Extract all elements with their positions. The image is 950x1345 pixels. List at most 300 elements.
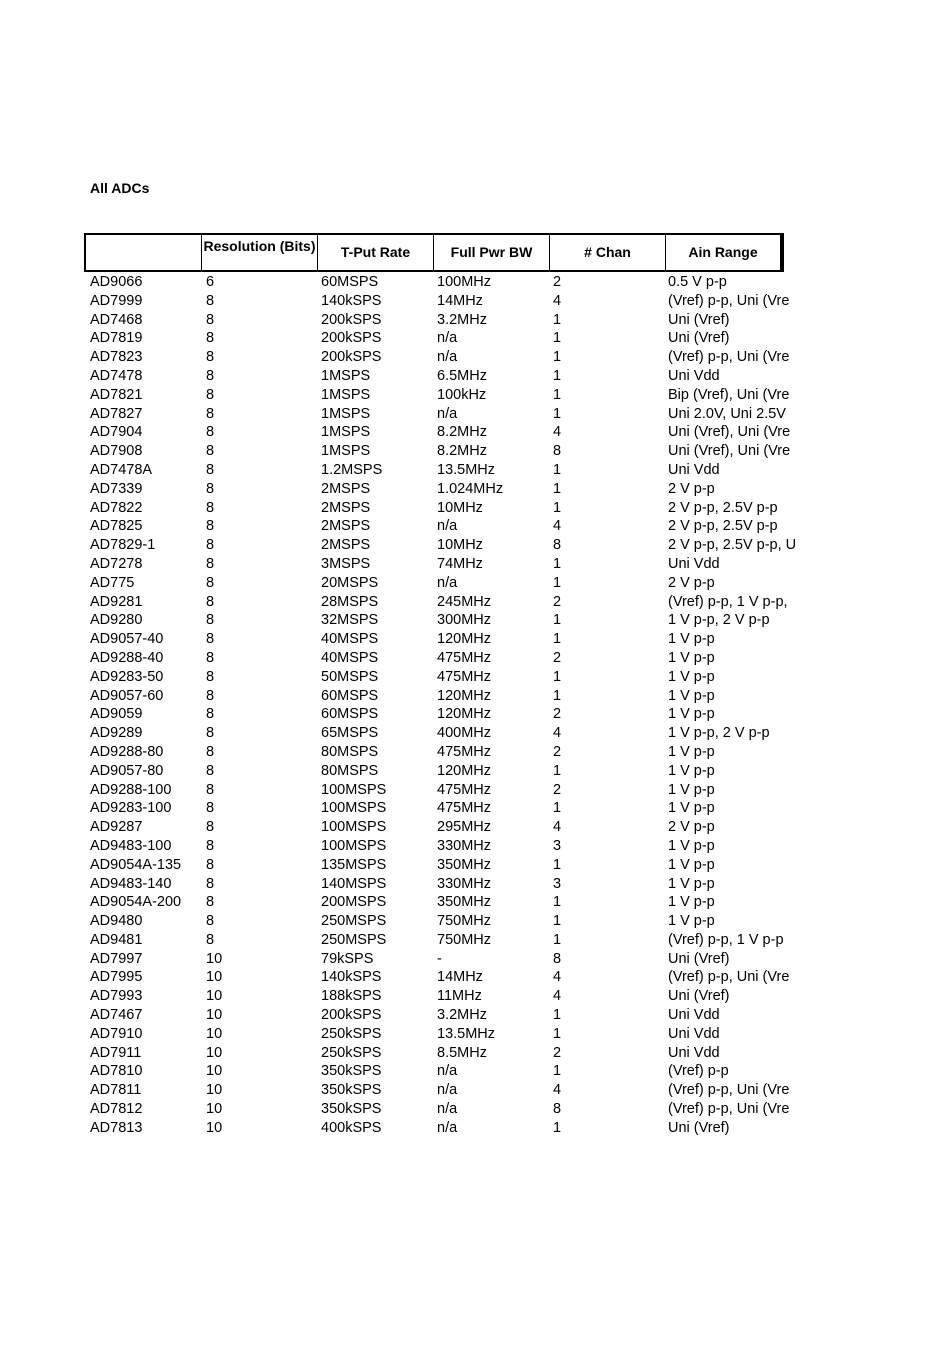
cell-tput-rate: 250kSPS <box>321 1044 382 1061</box>
table-row <box>90 1100 810 1119</box>
cell-resolution: 10 <box>206 1007 223 1024</box>
cell-part: AD9480 <box>90 913 143 930</box>
cell-ain-range: 2 V p-p, 2.5V p-p <box>668 499 778 516</box>
cell-full-pwr-bw: 295MHz <box>437 819 491 836</box>
cell-ain-range: (Vref) p-p, Uni (Vre <box>668 1082 790 1099</box>
cell-part: AD9287 <box>90 819 143 836</box>
cell-ain-range: 1 V p-p <box>668 631 715 648</box>
cell-tput-rate: 40MSPS <box>321 631 379 648</box>
cell-tput-rate: 200kSPS <box>321 311 382 328</box>
cell-chan: 1 <box>553 856 562 873</box>
table-row <box>90 517 810 536</box>
table-row <box>90 367 810 386</box>
cell-ain-range: Uni 2.0V, Uni 2.5V <box>668 405 786 422</box>
cell-chan: 1 <box>553 574 562 591</box>
table-row <box>90 968 810 987</box>
cell-ain-range: (Vref) p-p, 1 V p-p, <box>668 593 788 610</box>
table-body <box>90 273 810 1138</box>
cell-full-pwr-bw: 100kHz <box>437 386 487 403</box>
cell-full-pwr-bw: n/a <box>437 330 458 347</box>
cell-part: AD7813 <box>90 1119 143 1136</box>
cell-tput-rate: 2MSPS <box>321 537 371 554</box>
cell-full-pwr-bw: 245MHz <box>437 593 491 610</box>
cell-ain-range: 1 V p-p, 2 V p-p <box>668 725 770 742</box>
table-row <box>90 1044 810 1063</box>
cell-chan: 4 <box>553 424 562 441</box>
cell-resolution: 6 <box>206 274 215 290</box>
cell-resolution: 8 <box>206 819 215 836</box>
cell-resolution: 10 <box>206 1082 223 1099</box>
cell-resolution: 8 <box>206 856 215 873</box>
cell-full-pwr-bw: n/a <box>437 1082 458 1099</box>
cell-resolution: 8 <box>206 461 215 478</box>
cell-chan: 3 <box>553 875 562 892</box>
cell-full-pwr-bw: 475MHz <box>437 649 491 666</box>
cell-part: AD7995 <box>90 969 143 986</box>
cell-resolution: 8 <box>206 367 215 384</box>
cell-tput-rate: 188kSPS <box>321 988 382 1005</box>
table-row <box>90 1006 810 1025</box>
cell-resolution: 8 <box>206 518 215 535</box>
cell-ain-range: 1 V p-p <box>668 687 715 704</box>
cell-full-pwr-bw: n/a <box>437 1063 458 1080</box>
cell-full-pwr-bw: 120MHz <box>437 631 491 648</box>
cell-chan: 1 <box>553 800 562 817</box>
cell-resolution: 8 <box>206 612 215 629</box>
cell-ain-range: Uni Vdd <box>668 1025 720 1042</box>
table-row <box>90 724 810 743</box>
cell-chan: 1 <box>553 894 562 911</box>
cell-part: AD7908 <box>90 443 143 460</box>
table-row <box>90 649 810 668</box>
cell-full-pwr-bw: 300MHz <box>437 612 491 629</box>
cell-full-pwr-bw: n/a <box>437 574 458 591</box>
cell-ain-range: 1 V p-p <box>668 762 715 779</box>
table-row <box>90 611 810 630</box>
cell-resolution: 8 <box>206 574 215 591</box>
cell-full-pwr-bw: n/a <box>437 349 458 366</box>
table-row <box>90 837 810 856</box>
cell-chan: 1 <box>553 612 562 629</box>
cell-tput-rate: 20MSPS <box>321 574 379 591</box>
cell-tput-rate: 2MSPS <box>321 480 371 497</box>
cell-ain-range: 1 V p-p <box>668 649 715 666</box>
table-row <box>90 329 810 348</box>
cell-tput-rate: 1MSPS <box>321 367 371 384</box>
table-row <box>90 1025 810 1044</box>
table-row <box>90 950 810 969</box>
cell-full-pwr-bw: 8.2MHz <box>437 443 487 460</box>
cell-ain-range: Uni (Vref), Uni (Vre <box>668 424 791 441</box>
cell-full-pwr-bw: 10MHz <box>437 499 483 516</box>
cell-tput-rate: 140kSPS <box>321 292 382 309</box>
cell-resolution: 10 <box>206 1063 223 1080</box>
cell-part: AD9483-100 <box>90 837 172 854</box>
cell-resolution: 10 <box>206 1025 223 1042</box>
cell-full-pwr-bw: 3.2MHz <box>437 1007 487 1024</box>
cell-part: AD775 <box>90 574 135 591</box>
cell-ain-range: 2 V p-p <box>668 574 715 591</box>
cell-resolution: 8 <box>206 931 215 948</box>
cell-full-pwr-bw: n/a <box>437 1101 458 1118</box>
cell-tput-rate: 135MSPS <box>321 856 387 873</box>
cell-tput-rate: 60MSPS <box>321 687 379 704</box>
cell-resolution: 8 <box>206 593 215 610</box>
cell-full-pwr-bw: 350MHz <box>437 856 491 873</box>
table-row <box>90 461 810 480</box>
cell-ain-range: 2 V p-p, 2.5V p-p <box>668 518 778 535</box>
cell-ain-range: Uni Vdd <box>668 367 720 384</box>
cell-tput-rate: 200MSPS <box>321 894 387 911</box>
header-ain-range: Ain Range <box>688 244 758 260</box>
cell-full-pwr-bw: 400MHz <box>437 725 491 742</box>
table-row <box>90 781 810 800</box>
cell-tput-rate: 200kSPS <box>321 349 382 366</box>
cell-resolution: 8 <box>206 649 215 666</box>
cell-resolution: 10 <box>206 1101 223 1118</box>
cell-resolution: 8 <box>206 292 215 309</box>
cell-chan: 4 <box>553 518 562 535</box>
cell-chan: 1 <box>553 687 562 704</box>
cell-full-pwr-bw: 120MHz <box>437 687 491 704</box>
table-row <box>90 574 810 593</box>
cell-full-pwr-bw: 1.024MHz <box>437 480 504 497</box>
cell-resolution: 8 <box>206 349 215 366</box>
cell-chan: 8 <box>553 1101 562 1118</box>
cell-full-pwr-bw: n/a <box>437 1119 458 1136</box>
cell-resolution: 8 <box>206 894 215 911</box>
cell-resolution: 8 <box>206 687 215 704</box>
table-row <box>90 762 810 781</box>
header-chan: # Chan <box>550 235 666 270</box>
cell-chan: 1 <box>553 668 562 685</box>
cell-part: AD7468 <box>90 311 143 328</box>
cell-resolution: 8 <box>206 424 215 441</box>
cell-chan: 4 <box>553 292 562 309</box>
table-row <box>90 687 810 706</box>
cell-tput-rate: 250MSPS <box>321 913 387 930</box>
cell-resolution: 8 <box>206 311 215 328</box>
cell-tput-rate: 200kSPS <box>321 330 382 347</box>
cell-part: AD7904 <box>90 424 143 441</box>
cell-part: AD9059 <box>90 706 143 723</box>
cell-tput-rate: 350kSPS <box>321 1082 382 1099</box>
header-full-pwr-bw: Full Pwr BW <box>434 235 550 270</box>
table-row <box>90 273 810 292</box>
cell-resolution: 8 <box>206 386 215 403</box>
cell-resolution: 8 <box>206 330 215 347</box>
cell-full-pwr-bw: 475MHz <box>437 668 491 685</box>
cell-ain-range: Uni Vdd <box>668 1007 720 1024</box>
cell-ain-range: Uni (Vref) <box>668 988 730 1005</box>
cell-chan: 1 <box>553 631 562 648</box>
table-row <box>90 630 810 649</box>
cell-chan: 1 <box>553 367 562 384</box>
cell-chan: 1 <box>553 499 562 516</box>
cell-full-pwr-bw: 120MHz <box>437 706 491 723</box>
cell-full-pwr-bw: n/a <box>437 518 458 535</box>
cell-tput-rate: 350kSPS <box>321 1101 382 1118</box>
cell-full-pwr-bw: 100MHz <box>437 274 491 290</box>
cell-full-pwr-bw: n/a <box>437 405 458 422</box>
cell-chan: 4 <box>553 1082 562 1099</box>
cell-chan: 1 <box>553 311 562 328</box>
table-row <box>90 499 810 518</box>
cell-resolution: 8 <box>206 668 215 685</box>
cell-chan: 1 <box>553 555 562 572</box>
header-part <box>86 235 202 270</box>
cell-ain-range: Uni (Vref) <box>668 950 730 967</box>
cell-tput-rate: 32MSPS <box>321 612 379 629</box>
cell-full-pwr-bw: 13.5MHz <box>437 1025 496 1042</box>
cell-tput-rate: 3MSPS <box>321 555 371 572</box>
cell-full-pwr-bw: 3.2MHz <box>437 311 487 328</box>
cell-resolution: 8 <box>206 800 215 817</box>
cell-ain-range: 0.5 V p-p <box>668 274 727 290</box>
cell-ain-range: (Vref) p-p, Uni (Vre <box>668 292 790 309</box>
cell-full-pwr-bw: 750MHz <box>437 913 491 930</box>
cell-part: AD9057-40 <box>90 631 164 648</box>
cell-tput-rate: 40MSPS <box>321 649 379 666</box>
table-row <box>90 875 810 894</box>
cell-tput-rate: 65MSPS <box>321 725 379 742</box>
cell-full-pwr-bw: 120MHz <box>437 762 491 779</box>
cell-part: AD9483-140 <box>90 875 172 892</box>
cell-part: AD7810 <box>90 1063 143 1080</box>
cell-resolution: 10 <box>206 950 223 967</box>
cell-tput-rate: 140kSPS <box>321 969 382 986</box>
cell-tput-rate: 250MSPS <box>321 931 387 948</box>
cell-tput-rate: 200kSPS <box>321 1007 382 1024</box>
cell-chan: 1 <box>553 1063 562 1080</box>
cell-full-pwr-bw: 74MHz <box>437 555 483 572</box>
cell-ain-range: (Vref) p-p, Uni (Vre <box>668 349 790 366</box>
cell-part: AD7827 <box>90 405 143 422</box>
cell-ain-range: Uni Vdd <box>668 555 720 572</box>
cell-ain-range: 1 V p-p <box>668 781 715 798</box>
cell-ain-range: 2 V p-p <box>668 480 715 497</box>
cell-resolution: 10 <box>206 969 223 986</box>
cell-ain-range: (Vref) p-p, Uni (Vre <box>668 1101 790 1118</box>
cell-ain-range: 2 V p-p <box>668 819 715 836</box>
header-tput-rate: T-Put Rate <box>318 235 434 270</box>
cell-part: AD7467 <box>90 1007 143 1024</box>
cell-part: AD7999 <box>90 292 143 309</box>
cell-chan: 1 <box>553 330 562 347</box>
cell-part: AD9289 <box>90 725 143 742</box>
cell-chan: 2 <box>553 274 562 290</box>
cell-resolution: 8 <box>206 725 215 742</box>
cell-ain-range: 1 V p-p <box>668 875 715 892</box>
table-row <box>90 480 810 499</box>
cell-tput-rate: 60MSPS <box>321 706 379 723</box>
table-row <box>90 423 810 442</box>
cell-part: AD9057-60 <box>90 687 164 704</box>
table-row <box>90 348 810 367</box>
table-row <box>90 386 810 405</box>
cell-chan: 4 <box>553 725 562 742</box>
cell-chan: 2 <box>553 593 562 610</box>
cell-part: AD7821 <box>90 386 143 403</box>
cell-tput-rate: 80MSPS <box>321 743 379 760</box>
table-row <box>90 987 810 1006</box>
cell-full-pwr-bw: 475MHz <box>437 743 491 760</box>
cell-full-pwr-bw: - <box>437 950 442 967</box>
cell-part: AD7478 <box>90 367 143 384</box>
table-row <box>90 912 810 931</box>
cell-ain-range: (Vref) p-p, 1 V p-p <box>668 931 784 948</box>
table-row <box>90 1119 810 1138</box>
cell-chan: 4 <box>553 988 562 1005</box>
cell-chan: 1 <box>553 386 562 403</box>
table-row <box>90 292 810 311</box>
cell-ain-range: Uni (Vref) <box>668 330 730 347</box>
cell-chan: 8 <box>553 950 562 967</box>
cell-tput-rate: 1MSPS <box>321 405 371 422</box>
cell-full-pwr-bw: 14MHz <box>437 292 483 309</box>
cell-tput-rate: 100MSPS <box>321 800 387 817</box>
cell-ain-range: 1 V p-p <box>668 706 715 723</box>
table-row <box>90 818 810 837</box>
cell-ain-range: Uni (Vref) <box>668 1119 730 1136</box>
cell-part: AD9288-40 <box>90 649 164 666</box>
header-resolution: Resolution (Bits) <box>202 235 318 270</box>
table-row <box>90 856 810 875</box>
cell-chan: 1 <box>553 931 562 948</box>
cell-chan: 2 <box>553 1044 562 1061</box>
table-row <box>90 442 810 461</box>
cell-tput-rate: 28MSPS <box>321 593 379 610</box>
cell-part: AD7339 <box>90 480 143 497</box>
cell-part: AD7911 <box>90 1044 142 1061</box>
cell-ain-range: (Vref) p-p, Uni (Vre <box>668 969 790 986</box>
cell-part: AD9054A-200 <box>90 894 182 911</box>
table-row <box>90 1081 810 1100</box>
cell-full-pwr-bw: 350MHz <box>437 894 491 911</box>
cell-chan: 2 <box>553 743 562 760</box>
cell-tput-rate: 400kSPS <box>321 1119 382 1136</box>
cell-tput-rate: 1MSPS <box>321 424 371 441</box>
cell-ain-range: Uni (Vref) <box>668 311 730 328</box>
page-title: All ADCs <box>90 180 150 196</box>
cell-part: AD7997 <box>90 950 143 967</box>
cell-tput-rate: 1.2MSPS <box>321 461 383 478</box>
cell-chan: 4 <box>553 819 562 836</box>
cell-full-pwr-bw: 8.2MHz <box>437 424 487 441</box>
cell-tput-rate: 2MSPS <box>321 499 371 516</box>
cell-ain-range: 2 V p-p, 2.5V p-p, U <box>668 537 797 554</box>
cell-ain-range: 1 V p-p <box>668 743 715 760</box>
table-row <box>90 593 810 612</box>
cell-full-pwr-bw: 475MHz <box>437 800 491 817</box>
cell-part: AD7910 <box>90 1025 143 1042</box>
cell-tput-rate: 50MSPS <box>321 668 379 685</box>
cell-tput-rate: 100MSPS <box>321 837 387 854</box>
cell-part: AD9066 <box>90 274 143 290</box>
cell-part: AD7829-1 <box>90 537 156 554</box>
cell-chan: 8 <box>553 537 562 554</box>
cell-resolution: 8 <box>206 743 215 760</box>
cell-chan: 1 <box>553 1025 562 1042</box>
table-row <box>90 555 810 574</box>
cell-full-pwr-bw: 11MHz <box>437 988 482 1005</box>
cell-resolution: 8 <box>206 706 215 723</box>
cell-chan: 8 <box>553 443 562 460</box>
cell-ain-range: Uni Vdd <box>668 461 720 478</box>
cell-ain-range: (Vref) p-p <box>668 1063 729 1080</box>
cell-ain-range: 1 V p-p <box>668 837 715 854</box>
cell-resolution: 8 <box>206 537 215 554</box>
cell-tput-rate: 350kSPS <box>321 1063 382 1080</box>
cell-tput-rate: 80MSPS <box>321 762 379 779</box>
cell-ain-range: 1 V p-p <box>668 856 715 873</box>
table-row <box>90 1062 810 1081</box>
cell-tput-rate: 140MSPS <box>321 875 387 892</box>
cell-ain-range: Uni Vdd <box>668 1044 720 1061</box>
cell-part: AD7993 <box>90 988 143 1005</box>
cell-part: AD9057-80 <box>90 762 164 779</box>
cell-part: AD7811 <box>90 1082 142 1099</box>
table-row <box>90 931 810 950</box>
cell-part: AD7278 <box>90 555 143 572</box>
cell-chan: 2 <box>553 649 562 666</box>
cell-resolution: 8 <box>206 875 215 892</box>
cell-part: AD7825 <box>90 518 143 535</box>
cell-chan: 3 <box>553 837 562 854</box>
cell-chan: 1 <box>553 913 562 930</box>
cell-resolution: 8 <box>206 443 215 460</box>
cell-ain-range: 1 V p-p <box>668 800 715 817</box>
cell-tput-rate: 2MSPS <box>321 518 371 535</box>
cell-resolution: 8 <box>206 555 215 572</box>
cell-tput-rate: 100MSPS <box>321 781 387 798</box>
cell-chan: 1 <box>553 480 562 497</box>
table-row <box>90 799 810 818</box>
cell-chan: 1 <box>553 1007 562 1024</box>
cell-part: AD9481 <box>90 931 143 948</box>
table-row <box>90 536 810 555</box>
cell-chan: 1 <box>553 405 562 422</box>
table-row <box>90 743 810 762</box>
cell-ain-range: Uni (Vref), Uni (Vre <box>668 443 791 460</box>
cell-part: AD9288-80 <box>90 743 164 760</box>
cell-resolution: 8 <box>206 762 215 779</box>
cell-part: AD7478A <box>90 461 153 478</box>
cell-full-pwr-bw: 13.5MHz <box>437 461 496 478</box>
cell-part: AD9288-100 <box>90 781 172 798</box>
cell-full-pwr-bw: 330MHz <box>437 875 491 892</box>
cell-full-pwr-bw: 6.5MHz <box>437 367 487 384</box>
cell-part: AD9280 <box>90 612 143 629</box>
table-row <box>90 668 810 687</box>
table-row <box>90 893 810 912</box>
cell-resolution: 8 <box>206 781 215 798</box>
table-row <box>90 311 810 330</box>
cell-part: AD7819 <box>90 330 143 347</box>
cell-ain-range: Bip (Vref), Uni (Vre <box>668 386 790 403</box>
cell-part: AD7812 <box>90 1101 143 1118</box>
cell-tput-rate: 1MSPS <box>321 443 371 460</box>
cell-resolution: 10 <box>206 1119 223 1136</box>
cell-ain-range: 1 V p-p, 2 V p-p <box>668 612 770 629</box>
cell-ain-range: 1 V p-p <box>668 913 715 930</box>
cell-full-pwr-bw: 330MHz <box>437 837 491 854</box>
table-row <box>90 405 810 424</box>
cell-tput-rate: 250kSPS <box>321 1025 382 1042</box>
cell-part: AD7822 <box>90 499 143 516</box>
cell-resolution: 8 <box>206 837 215 854</box>
cell-full-pwr-bw: 10MHz <box>437 537 483 554</box>
